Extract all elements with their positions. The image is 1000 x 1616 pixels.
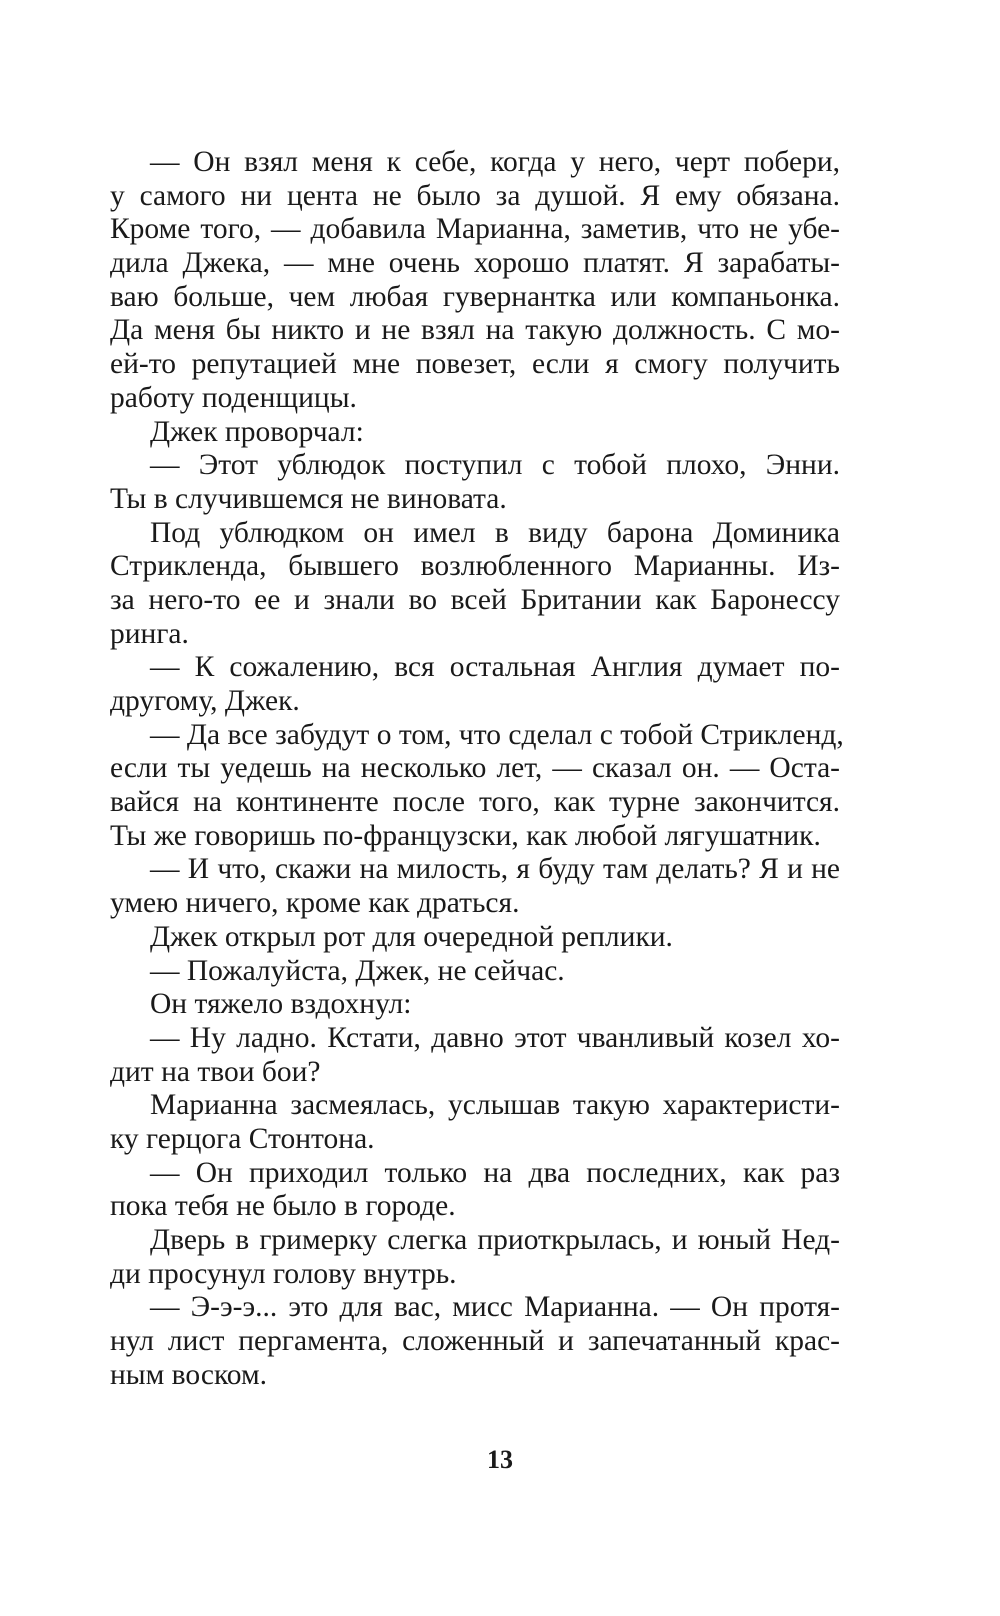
text-line: — Ну ладно. Кстати, давно этот чванливый козел хо-	[150, 1021, 840, 1054]
text-line: Марианна засмеялась, услышав такую характеристи-	[150, 1089, 840, 1122]
text-line: ваю больше, чем любая гувернантка или компаньонка.	[110, 280, 840, 313]
text-line: — К сожалению, вся остальная Англия думает по-	[150, 651, 840, 684]
text-line: пока тебя не было в городе.	[110, 1190, 456, 1223]
body-text	[110, 146, 844, 1392]
text-line: ринга.	[110, 617, 189, 650]
text-line: Под ублюдком он имел в виду барона Доминика	[150, 516, 840, 549]
text-line: Кроме того, — добавила Марианна, заметив, что не убе-	[110, 213, 840, 246]
text-line: ку герцога Стонтона.	[110, 1122, 375, 1155]
text-line: нул лист пергамента, сложенный и запечатанный крас-	[110, 1325, 840, 1358]
text-line: Ты же говоришь по-французски, как любой лягушатник.	[110, 819, 821, 852]
text-line: за него-то ее и знали во всей Британии как Баронессу	[110, 583, 840, 616]
text-line: дила Джека, — мне очень хорошо платят. Я зарабаты-	[110, 247, 840, 280]
text-line: — Да все забудут о том, что сделал с тобой Стрикленд,	[150, 718, 844, 751]
text-line: Ты в случившемся не виновата.	[110, 482, 507, 515]
text-line: у самого ни цента не было за душой. Я ему обязана.	[110, 179, 840, 212]
text-line: если ты уедешь на несколько лет, — сказал он. — Оста-	[110, 752, 840, 785]
text-line: Дверь в гримерку слегка приоткрылась, и юный Нед-	[150, 1224, 840, 1256]
text-line: Джек открыл рот для очередной реплики.	[150, 920, 673, 953]
text-line: ей-то репутацией мне повезет, если я смогу получить	[110, 348, 840, 381]
text-line: — Пожалуйста, Джек, не сейчас.	[150, 954, 565, 987]
text-line: ди просунул голову внутрь.	[110, 1257, 457, 1290]
text-line: — Этот ублюдок поступил с тобой плохо, Энни.	[150, 449, 840, 482]
text-line: Да меня бы никто и не взял на такую должность. С мо-	[110, 314, 840, 347]
text-line: дит на твои бои?	[110, 1055, 321, 1088]
text-line: Он тяжело вздохнул:	[150, 988, 412, 1021]
page-number: 13	[487, 1445, 513, 1474]
text-line: — Он приходил только на два последних, как раз	[150, 1156, 840, 1189]
text-line: умею ничего, кроме как драться.	[110, 887, 520, 920]
text-line: Джек проворчал:	[150, 415, 364, 448]
text-line: — Он взял меня к себе, когда у него, черт побери,	[150, 146, 840, 178]
text-line: ным воском.	[110, 1358, 268, 1391]
text-line: — И что, скажи на милость, я буду там делать? Я и не	[150, 853, 840, 886]
text-line: Стрикленда, бывшего возлюбленного Марианны. Из-	[110, 550, 840, 583]
text-line: работу поденщицы.	[110, 381, 357, 414]
text-line: другому, Джек.	[110, 685, 300, 717]
text-line: вайся на континенте после того, как турне закончится.	[110, 786, 840, 819]
text-line: — Э-э-э... это для вас, мисс Марианна. — Он протя-	[150, 1291, 840, 1324]
